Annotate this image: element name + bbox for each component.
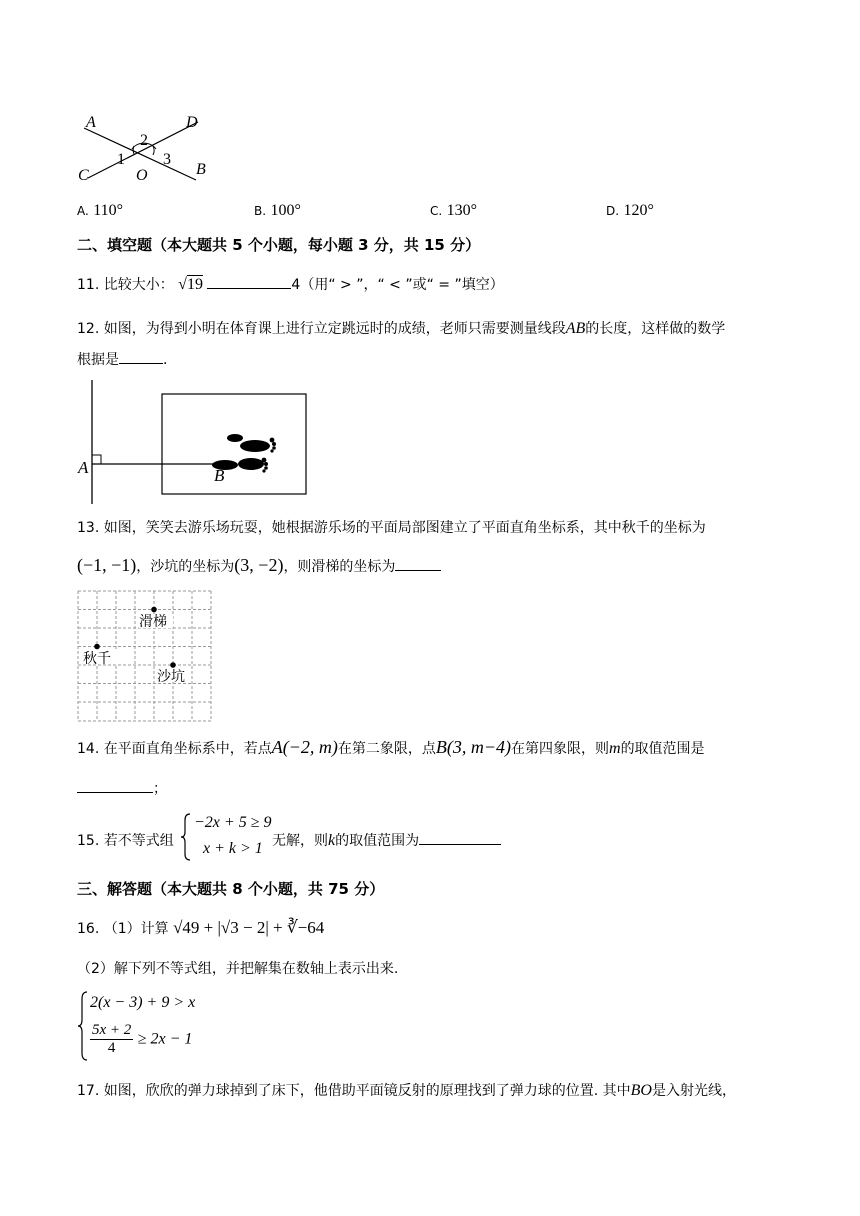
option-value: 100° bbox=[270, 202, 301, 219]
question-text: ，沙坑的坐标为 bbox=[136, 559, 235, 575]
label-D: D bbox=[186, 114, 198, 131]
question-14-line-2 bbox=[77, 778, 167, 798]
label-A: A bbox=[78, 458, 89, 477]
system-brace bbox=[180, 812, 192, 862]
question-number: 14. bbox=[77, 741, 100, 757]
option-a[interactable] bbox=[77, 202, 123, 220]
label-B: B bbox=[196, 161, 206, 178]
segment-variable: AB bbox=[565, 320, 586, 337]
label-B: B bbox=[214, 466, 225, 485]
inequality-1: −2x + 5 ≥ 9 bbox=[194, 814, 272, 831]
option-letter: D. bbox=[606, 204, 620, 218]
question-number: 11. bbox=[77, 277, 100, 293]
question-14-line-1 bbox=[77, 737, 705, 758]
fraction-denominator: 4 bbox=[107, 1040, 116, 1056]
option-c[interactable] bbox=[430, 202, 477, 220]
question-number: 17. bbox=[77, 1083, 100, 1099]
system-inequality-1: 2(x − 3) + 9 > x bbox=[90, 994, 196, 1011]
question-text: 如图，为得到小明在体育课上进行立定跳远时的成绩，老师只需要测量线段 bbox=[103, 321, 566, 337]
question-text: . bbox=[163, 352, 168, 368]
question-text: 是入射光线， bbox=[651, 1083, 736, 1099]
question-text: 无解，则 bbox=[272, 833, 328, 849]
coordinate: (3, −2) bbox=[234, 555, 284, 575]
option-letter: A. bbox=[77, 204, 89, 218]
expression: √49 + |√3 − 2| + ∛−64 bbox=[173, 918, 325, 937]
variable-m: m bbox=[609, 740, 621, 757]
option-b[interactable] bbox=[254, 202, 301, 220]
angle-figure bbox=[70, 108, 220, 190]
option-letter: B. bbox=[254, 204, 267, 218]
question-15-prefix bbox=[77, 830, 174, 850]
label-angle-1: 1 bbox=[117, 151, 125, 168]
question-text: 在第四象限，则 bbox=[511, 741, 609, 757]
question-text: 的取值范围是 bbox=[620, 741, 705, 757]
option-d[interactable] bbox=[606, 202, 654, 220]
question-17 bbox=[77, 1080, 736, 1100]
question-text: 在平面直角坐标系中，若点 bbox=[103, 741, 272, 757]
variable-k: k bbox=[328, 832, 336, 849]
question-text: 根据是 bbox=[77, 352, 119, 368]
long-jump-figure bbox=[75, 378, 315, 506]
answer-blank[interactable] bbox=[207, 274, 291, 289]
system-brace bbox=[77, 990, 89, 1062]
answer-blank[interactable] bbox=[119, 349, 163, 364]
option-value: 110° bbox=[93, 202, 124, 219]
question-number: 12. bbox=[77, 321, 100, 337]
section-2-heading: 二、填空题（本大题共 5 个小题，每小题 3 分，共 15 分） bbox=[77, 236, 481, 254]
question-13-line-1 bbox=[77, 517, 706, 537]
coordinate: (−1, −1) bbox=[77, 555, 137, 575]
question-text: 在第二象限，点 bbox=[337, 741, 436, 757]
question-16-part-1 bbox=[77, 918, 324, 938]
sqrt-sign: √19 bbox=[178, 276, 203, 293]
sandpit-point bbox=[170, 662, 176, 668]
slide-point bbox=[151, 607, 157, 613]
question-text: 若不等式组 bbox=[103, 833, 174, 849]
question-text: 的取值范围为 bbox=[335, 833, 420, 849]
question-number: 15. bbox=[77, 833, 100, 849]
question-text: 如图，笑笑去游乐场玩耍，她根据游乐场的平面局部图建立了平面直角坐标系，其中秋千的坐标为 bbox=[103, 520, 706, 536]
fraction-numerator: 5x + 2 bbox=[92, 1022, 132, 1038]
question-prefix: 比较大小： bbox=[103, 277, 174, 293]
option-value: 130° bbox=[446, 202, 478, 219]
question-text: ，则滑梯的坐标为 bbox=[283, 559, 396, 575]
slide-label: 滑梯 bbox=[139, 615, 167, 630]
ray-variable: BO bbox=[630, 1082, 652, 1099]
question-15-suffix bbox=[272, 830, 501, 850]
answer-blank[interactable] bbox=[395, 556, 441, 571]
question-text: ； bbox=[153, 781, 167, 797]
question-13-line-2 bbox=[77, 555, 441, 576]
question-12-line-2 bbox=[77, 349, 167, 369]
question-number: 16. bbox=[77, 921, 100, 937]
question-suffix: 4（用“ > ”，“ < ”或“ = ”填空） bbox=[291, 277, 504, 293]
amusement-park-grid bbox=[77, 590, 213, 722]
system-inequality-2 bbox=[90, 1022, 192, 1057]
question-12-line-1 bbox=[77, 318, 725, 338]
question-number: 13. bbox=[77, 520, 100, 536]
label-O: O bbox=[136, 167, 148, 184]
question-11 bbox=[77, 274, 504, 294]
option-value: 120° bbox=[623, 202, 654, 219]
section-3-heading: 三、解答题（本大题共 8 个小题，共 75 分） bbox=[77, 880, 385, 898]
option-letter: C. bbox=[430, 204, 443, 218]
answer-blank[interactable] bbox=[419, 830, 501, 845]
answer-blank[interactable] bbox=[77, 778, 153, 793]
question-text: （1）计算 bbox=[103, 921, 169, 937]
question-text: 如图，欣欣的弹力球掉到了床下，他借助平面镜反射的原理找到了弹力球的位置. 其中 bbox=[103, 1083, 631, 1099]
question-16-part-2: （2）解下列不等式组，并把解集在数轴上表示出来. bbox=[77, 961, 399, 977]
label-A: A bbox=[86, 114, 96, 131]
point-b: B(3, m−4) bbox=[435, 737, 511, 757]
point-a: A(−2, m) bbox=[271, 737, 338, 757]
swing-label: 秋千 bbox=[83, 652, 111, 667]
label-C: C bbox=[78, 167, 89, 184]
inequality-rest: ≥ 2x − 1 bbox=[137, 1030, 193, 1048]
label-angle-2: 2 bbox=[140, 132, 148, 149]
inequality-2: x + k > 1 bbox=[203, 840, 263, 857]
swing-point bbox=[94, 644, 100, 650]
sandpit-label: 沙坑 bbox=[157, 670, 185, 685]
label-angle-3: 3 bbox=[163, 151, 171, 168]
question-text: 的长度，这样做的数学 bbox=[585, 321, 726, 337]
